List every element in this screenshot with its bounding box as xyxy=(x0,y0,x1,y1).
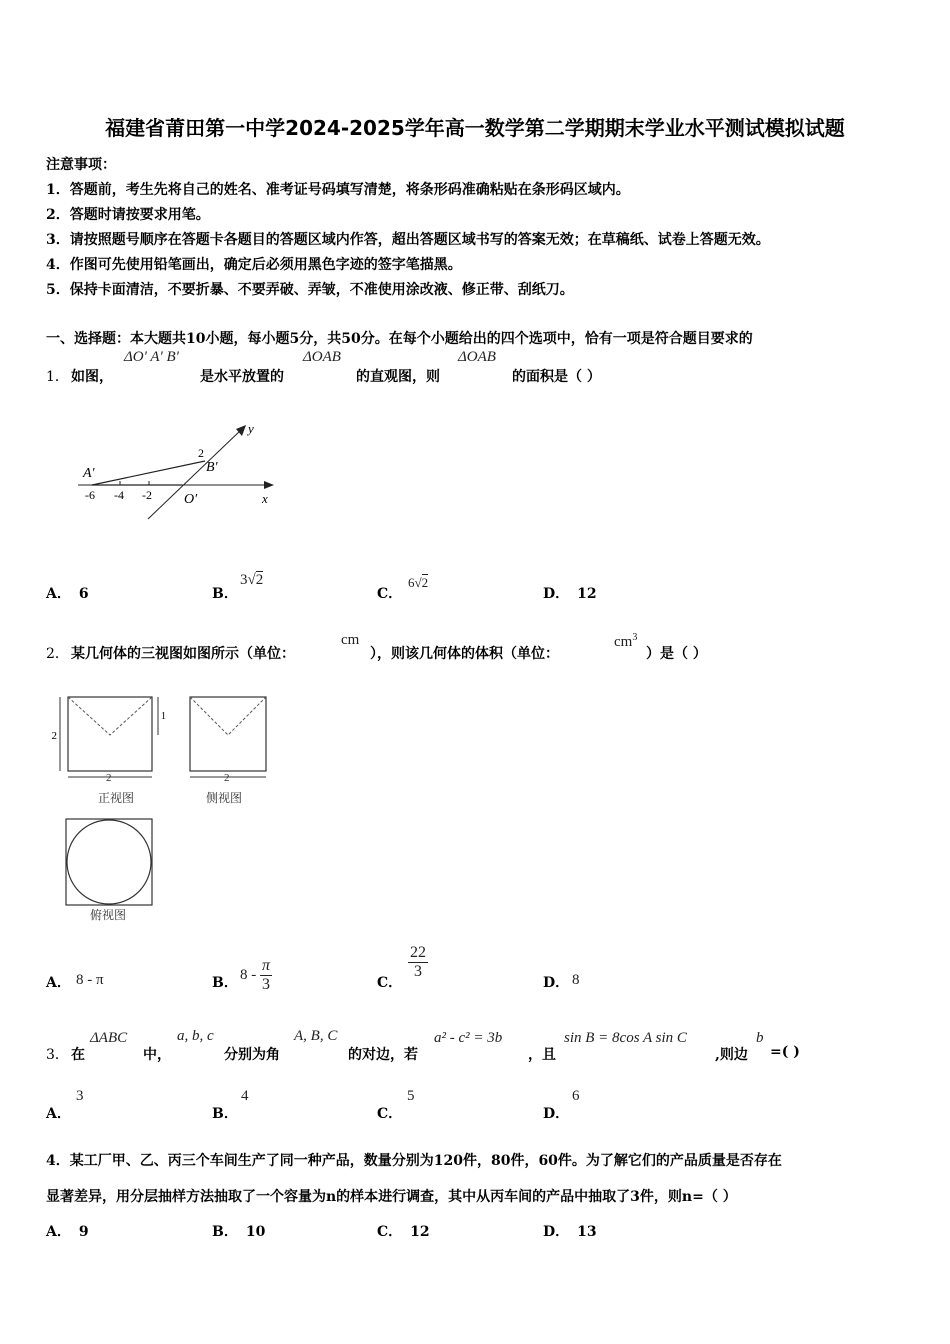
unit-cm3 xyxy=(614,632,637,651)
option-d-value: 6 xyxy=(572,1088,580,1104)
point-a-label: A′ xyxy=(83,466,95,481)
option-c-value xyxy=(408,575,428,591)
tick-label: -4 xyxy=(114,488,124,502)
oblique-projection-figure xyxy=(70,415,290,530)
sqrt-symbol: √ xyxy=(247,572,256,588)
option-c[interactable] xyxy=(377,1221,430,1241)
x-axis-arrow xyxy=(264,481,274,489)
option-lead: 8 - xyxy=(240,966,257,983)
question-text: 在 xyxy=(71,1047,85,1063)
option-c-label[interactable]: C． xyxy=(377,1106,403,1122)
question-number: 1． xyxy=(46,369,69,385)
coefficient: 3 xyxy=(240,572,248,588)
dimension-label: 1 xyxy=(161,711,166,722)
math-expression: b xyxy=(756,1030,764,1046)
option-a-value: 3 xyxy=(76,1088,84,1104)
numerator: π xyxy=(262,957,271,974)
question-text: ，且 xyxy=(528,1047,556,1063)
math-expression: ΔOAB xyxy=(458,349,496,365)
notice-item: 2．答题时请按要求用笔。 xyxy=(46,207,210,223)
x-axis-label: x xyxy=(262,491,268,506)
math-expression: sin B = 8cos A sin C xyxy=(564,1030,687,1046)
option-d-value: 8 xyxy=(572,972,580,988)
denominator: 3 xyxy=(414,963,422,980)
notice-item: 3．请按照题号顺序在答题卡各题目的答题区域内作答，超出答题区域书写的答案无效；在草稿纸、试卷上答题无效。 xyxy=(46,232,770,248)
question-number: 3． xyxy=(46,1047,69,1063)
unit-cm: cm xyxy=(341,632,360,648)
option-b-label[interactable]: B． xyxy=(212,586,238,602)
coefficient: 6 xyxy=(408,575,415,590)
question-4-text: 4．某工厂甲、乙、丙三个车间生产了同一种产品，数量分别为120件，80件，60件。为了解它们的产品质量是否存在 xyxy=(46,1153,782,1169)
numerator: 22 xyxy=(410,944,426,961)
top-view-circle xyxy=(67,820,151,904)
notice-item: 4．作图可先使用铅笔画出，确定后必须用黑色字迹的签字笔描黑。 xyxy=(46,257,462,273)
option-value: 6 xyxy=(78,586,89,602)
option-label: A． xyxy=(46,1224,71,1240)
notice-heading: 注意事项： xyxy=(46,157,116,173)
option-label: D． xyxy=(543,586,570,602)
option-d[interactable] xyxy=(543,583,597,603)
section-heading: 一、选择题：本大题共10小题，每小题5分，共50分。在每个小题给出的四个选项中，恰有一项是符合题目要求的 xyxy=(46,331,753,347)
option-b-label[interactable]: B． xyxy=(212,975,238,991)
tick-label: -2 xyxy=(142,488,152,502)
radicand: 2 xyxy=(255,572,264,588)
dimension-label: 2 xyxy=(51,730,57,742)
question-text: 如图， xyxy=(71,369,113,385)
option-c-label[interactable]: C． xyxy=(377,586,403,602)
option-d-label[interactable]: D． xyxy=(543,1106,570,1122)
option-d-label[interactable]: D． xyxy=(543,975,570,991)
math-expression: a² - c² = 3b xyxy=(434,1030,503,1046)
notice-item: 5．保持卡面清洁，不要折暴、不要弄破、弄皱，不准使用涂改液、修正带、刮纸刀。 xyxy=(46,282,574,298)
dimension-label: 2 xyxy=(106,772,112,784)
question-text: 中， xyxy=(143,1047,171,1063)
question-text: 分别为角 xyxy=(224,1047,280,1063)
option-value: 12 xyxy=(577,586,597,602)
question-text: 某几何体的三视图如图所示（单位： xyxy=(71,646,295,662)
option-label: B． xyxy=(212,1224,238,1240)
three-view-figure xyxy=(44,685,304,925)
denominator: 3 xyxy=(262,976,270,993)
notice-item: 1．答题前，考生先将自己的姓名、准考证号码填写清楚，将条形码准确粘贴在条形码区域内。 xyxy=(46,182,630,198)
y-axis-arrow xyxy=(236,425,246,436)
radicand: 2 xyxy=(421,575,429,590)
tick-label: -6 xyxy=(85,488,95,502)
math-expression: a, b, c xyxy=(177,1028,214,1044)
option-label: D． xyxy=(543,1224,570,1240)
question-number: 2． xyxy=(46,646,69,662)
option-b-value xyxy=(240,957,272,994)
math-expression: ΔO' A' B' xyxy=(124,349,179,365)
question-4-text: 显著差异，用分层抽样方法抽取了一个容量为n的样本进行调查，其中从丙车间的产品中抽取了3件，则n=（ ） xyxy=(46,1189,737,1205)
option-b-value xyxy=(240,572,263,589)
math-expression: A, B, C xyxy=(294,1028,338,1044)
option-value: 13 xyxy=(577,1224,597,1240)
option-b-value: 4 xyxy=(241,1088,249,1104)
option-value: 9 xyxy=(78,1224,89,1240)
question-text: 的面积是（ ） xyxy=(512,369,601,385)
point-b-label: B′ xyxy=(206,460,218,475)
sqrt-symbol: √ xyxy=(414,575,422,590)
option-value: 12 xyxy=(410,1224,430,1240)
unit-base: cm xyxy=(614,634,633,650)
point-o-label: O′ xyxy=(184,492,198,507)
question-text: ），则该几何体的体积（单位： xyxy=(370,646,559,662)
question-text: ）是（ ） xyxy=(646,646,707,662)
question-text: ,则边 xyxy=(715,1047,748,1063)
side-view-label: 侧视图 xyxy=(206,791,243,805)
page-title: 福建省莆田第一中学2024-2025学年高一数学第二学期期末学业水平测试模拟试题 xyxy=(105,116,845,140)
option-label: C． xyxy=(377,1224,403,1240)
top-view-label: 俯视图 xyxy=(90,908,127,922)
option-value: 10 xyxy=(245,1224,266,1240)
question-text: 是水平放置的 xyxy=(200,369,284,385)
question-text: 的对边，若 xyxy=(348,1047,418,1063)
option-a-label[interactable]: A． xyxy=(46,1106,71,1122)
y-axis-label: y xyxy=(248,421,254,436)
option-c-value: 5 xyxy=(407,1088,415,1104)
option-c-value xyxy=(408,944,428,981)
question-text: 的直观图，则 xyxy=(356,369,440,385)
option-a-label[interactable]: A． xyxy=(46,975,71,991)
fraction xyxy=(260,957,272,994)
option-a[interactable] xyxy=(46,1221,89,1241)
option-c-label[interactable]: C． xyxy=(377,975,403,991)
question-text: =( ) xyxy=(770,1044,800,1060)
math-expression: ΔOAB xyxy=(303,349,341,365)
front-view-hidden-edges xyxy=(68,697,152,735)
front-view-label: 正视图 xyxy=(98,791,135,805)
option-a[interactable] xyxy=(46,583,89,603)
side-view-hidden-edges xyxy=(190,697,266,735)
math-expression: ΔABC xyxy=(90,1030,128,1046)
option-a-value: 8 - π xyxy=(76,972,104,988)
option-label: A． xyxy=(46,586,71,602)
option-b[interactable] xyxy=(212,1221,265,1241)
dimension-label: 2 xyxy=(224,772,230,784)
option-d[interactable] xyxy=(543,1221,597,1241)
unit-exponent: 3 xyxy=(632,632,638,643)
tick-label-2: 2 xyxy=(198,446,204,460)
option-b-label[interactable]: B． xyxy=(212,1106,238,1122)
